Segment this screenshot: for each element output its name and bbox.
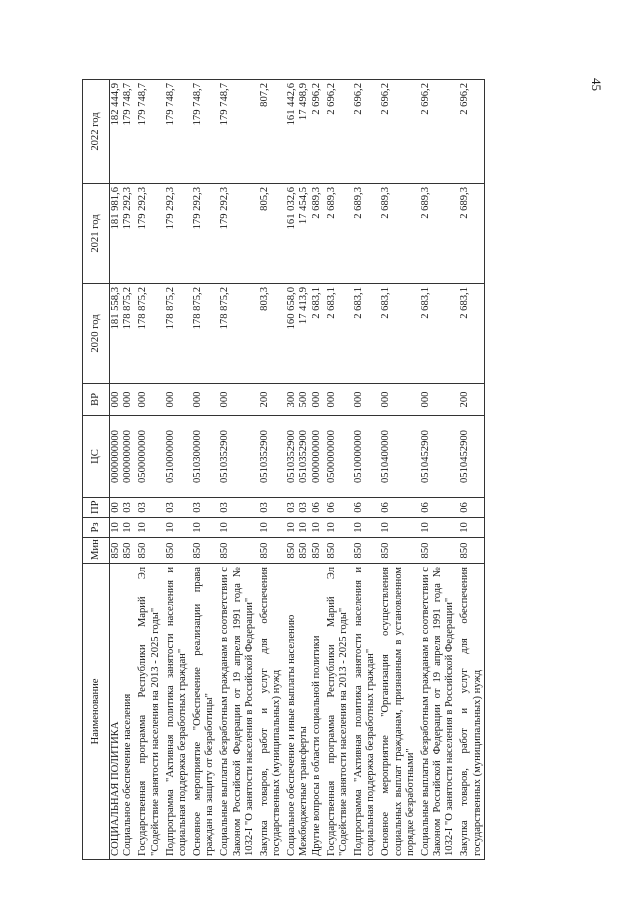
row-pr: 03: [189, 498, 216, 518]
row-name: Основное мероприятие "Организация осуществления социальных выплат гражданам, признанным в установленном порядке безработными": [377, 564, 417, 860]
row-value-2020: 2 683,1: [377, 284, 417, 384]
row-value-2020: 803,3: [256, 284, 283, 384]
row-value-2022: 2 696,2: [377, 80, 417, 184]
row-value-2020: 181 558,3: [110, 284, 123, 384]
row-value-2020: 2 683,1: [417, 284, 457, 384]
row-value-2020: 2 683,1: [323, 284, 350, 384]
row-vr: 000: [311, 384, 323, 416]
row-value-2020: 178 875,2: [189, 284, 216, 384]
table-header-row: [83, 80, 110, 860]
row-name: Межбюджетные трансферты: [298, 564, 310, 860]
row-cs: 0510000000: [162, 416, 189, 498]
row-min: 850: [162, 538, 189, 564]
row-value-2021: 2 689,3: [377, 184, 417, 284]
row-pr: 03: [256, 498, 283, 518]
row-name: Социальные выплаты безработным гражданам в соответствии с Законом Российской Федерации от 19 апреля 1991 года № 1032-I "О занятости населения в Российской Федерации": [216, 564, 256, 860]
row-value-2022: 179 748,7: [134, 80, 161, 184]
header-min: Мин: [83, 538, 110, 564]
row-value-2021: 805,2: [256, 184, 283, 284]
header-rz: Рз: [83, 518, 110, 538]
row-rz: 10: [189, 518, 216, 538]
table-row: [311, 80, 323, 860]
row-value-2021: 2 689,3: [456, 184, 484, 284]
row-rz: 10: [256, 518, 283, 538]
row-pr: 06: [323, 498, 350, 518]
row-vr: 200: [256, 384, 283, 416]
row-vr: 000: [134, 384, 161, 416]
row-pr: 06: [456, 498, 484, 518]
row-value-2022: 182 444,9: [110, 80, 123, 184]
row-value-2021: 17 454,5: [298, 184, 310, 284]
row-value-2020: 2 683,1: [311, 284, 323, 384]
row-name: Социальные выплаты безработным гражданам в соответствии с Законом Российской Федерации от 19 апреля 1991 года № 1032-I "О занятости населения в Российской Федерации": [417, 564, 457, 860]
row-name: Государственная программа Республики Марий Эл "Содействие занятости населения на 2013 - 2025 годы": [134, 564, 161, 860]
row-rz: 10: [122, 518, 134, 538]
row-pr: 03: [162, 498, 189, 518]
row-vr: 200: [456, 384, 484, 416]
header-pr: ПР: [83, 498, 110, 518]
row-rz: 10: [350, 518, 377, 538]
row-rz: 10: [216, 518, 256, 538]
table-row: [110, 80, 123, 860]
row-cs: 0510352900: [256, 416, 283, 498]
row-value-2021: 181 981,6: [110, 184, 123, 284]
row-value-2021: 161 032,6: [283, 184, 298, 284]
row-vr: 000: [377, 384, 417, 416]
table-row: [134, 80, 161, 860]
row-min: 850: [323, 538, 350, 564]
row-value-2021: 2 689,3: [311, 184, 323, 284]
row-min: 850: [350, 538, 377, 564]
row-min: 850: [311, 538, 323, 564]
budget-table: [82, 79, 485, 860]
row-value-2022: 2 696,2: [311, 80, 323, 184]
row-name: Основное мероприятие "Обеспечение реализации права граждан на защиту от безработицы": [189, 564, 216, 860]
row-min: 850: [377, 538, 417, 564]
row-vr: 000: [122, 384, 134, 416]
header-2022: 2022 год: [83, 80, 110, 184]
row-min: 850: [456, 538, 484, 564]
row-min: 850: [216, 538, 256, 564]
row-vr: 000: [323, 384, 350, 416]
row-value-2021: 179 292,3: [122, 184, 134, 284]
row-pr: 06: [311, 498, 323, 518]
row-rz: 10: [456, 518, 484, 538]
page-number: 45: [589, 78, 604, 91]
row-vr: 000: [110, 384, 123, 416]
row-pr: 06: [350, 498, 377, 518]
row-value-2022: 2 696,2: [456, 80, 484, 184]
row-rz: 10: [162, 518, 189, 538]
row-rz: 10: [311, 518, 323, 538]
row-vr: 500: [298, 384, 310, 416]
row-cs: 0510452900: [417, 416, 457, 498]
row-pr: 03: [216, 498, 256, 518]
row-pr: 03: [134, 498, 161, 518]
table-row: [298, 80, 310, 860]
row-value-2021: 179 292,3: [189, 184, 216, 284]
row-vr: 300: [283, 384, 298, 416]
row-min: 850: [122, 538, 134, 564]
row-cs: 0500000000: [134, 416, 161, 498]
row-min: 850: [256, 538, 283, 564]
row-cs: 0000000000: [110, 416, 123, 498]
row-value-2022: 807,2: [256, 80, 283, 184]
header-cs: ЦС: [83, 416, 110, 498]
row-name: Другие вопросы в области социальной политики: [311, 564, 323, 860]
table-row: [350, 80, 377, 860]
row-name: Закупка товаров, работ и услуг для обеспечения государственных (муниципальных) нужд: [456, 564, 484, 860]
row-value-2022: 2 696,2: [323, 80, 350, 184]
row-value-2021: 179 292,3: [134, 184, 161, 284]
row-rz: 10: [323, 518, 350, 538]
row-pr: 03: [283, 498, 298, 518]
row-name: СОЦИАЛЬНАЯ ПОЛИТИКА: [110, 564, 123, 860]
row-value-2020: 178 875,2: [162, 284, 189, 384]
row-cs: 0510452900: [456, 416, 484, 498]
row-name: Государственная программа Республики Марий Эл "Содействие занятости населения на 2013 - 2025 годы": [323, 564, 350, 860]
row-value-2020: 178 875,2: [122, 284, 134, 384]
row-value-2022: 161 442,6: [283, 80, 298, 184]
row-cs: 0510352900: [283, 416, 298, 498]
row-cs: 0510000000: [350, 416, 377, 498]
row-value-2022: 179 748,7: [122, 80, 134, 184]
header-name: Наименование: [83, 564, 110, 860]
row-value-2022: 2 696,2: [417, 80, 457, 184]
row-rz: 10: [417, 518, 457, 538]
table-row: [162, 80, 189, 860]
row-rz: 10: [134, 518, 161, 538]
row-min: 850: [298, 538, 310, 564]
row-vr: 000: [162, 384, 189, 416]
row-min: 850: [134, 538, 161, 564]
row-value-2021: 2 689,3: [323, 184, 350, 284]
row-rz: 10: [298, 518, 310, 538]
row-min: 850: [110, 538, 123, 564]
table-body: [110, 80, 485, 860]
header-vr: ВР: [83, 384, 110, 416]
row-value-2021: 179 292,3: [216, 184, 256, 284]
row-cs: 0000000000: [122, 416, 134, 498]
row-name: Закупка товаров, работ и услуг для обеспечения государственных (муниципальных) нужд: [256, 564, 283, 860]
row-vr: 000: [417, 384, 457, 416]
header-2020: 2020 год: [83, 284, 110, 384]
row-cs: 0510352900: [216, 416, 256, 498]
row-value-2020: 2 683,1: [350, 284, 377, 384]
table-row: [456, 80, 484, 860]
table-row: [283, 80, 298, 860]
row-value-2021: 179 292,3: [162, 184, 189, 284]
row-cs: 0500000000: [323, 416, 350, 498]
row-cs: 0510400000: [377, 416, 417, 498]
row-value-2022: 2 696,2: [350, 80, 377, 184]
row-value-2022: 17 498,9: [298, 80, 310, 184]
row-value-2022: 179 748,7: [189, 80, 216, 184]
row-rz: 10: [110, 518, 123, 538]
row-cs: 0510300000: [189, 416, 216, 498]
row-pr: 00: [110, 498, 123, 518]
row-pr: 06: [417, 498, 457, 518]
row-vr: 000: [216, 384, 256, 416]
table-row: [216, 80, 256, 860]
row-name: Социальное обеспечение и иные выплаты населению: [283, 564, 298, 860]
row-value-2021: 2 689,3: [350, 184, 377, 284]
table-row: [417, 80, 457, 860]
row-rz: 10: [283, 518, 298, 538]
row-name: Подпрограмма "Активная политика занятости населения и социальная поддержка безработных граждан": [162, 564, 189, 860]
rotated-page-content: [82, 80, 552, 860]
row-rz: 10: [377, 518, 417, 538]
row-value-2020: 160 658,0: [283, 284, 298, 384]
row-value-2022: 179 748,7: [216, 80, 256, 184]
table-row: [256, 80, 283, 860]
row-value-2022: 179 748,7: [162, 80, 189, 184]
row-value-2020: 17 413,9: [298, 284, 310, 384]
table-row: [122, 80, 134, 860]
row-cs: 0000000000: [311, 416, 323, 498]
header-2021: 2021 год: [83, 184, 110, 284]
row-pr: 03: [122, 498, 134, 518]
row-min: 850: [189, 538, 216, 564]
row-value-2020: 178 875,2: [134, 284, 161, 384]
table-row: [377, 80, 417, 860]
row-pr: 03: [298, 498, 310, 518]
row-vr: 000: [189, 384, 216, 416]
row-vr: 000: [350, 384, 377, 416]
row-name: Социальное обеспечение населения: [122, 564, 134, 860]
row-min: 850: [283, 538, 298, 564]
table-row: [323, 80, 350, 860]
row-value-2020: 2 683,1: [456, 284, 484, 384]
row-value-2020: 178 875,2: [216, 284, 256, 384]
table-row: [189, 80, 216, 860]
row-min: 850: [417, 538, 457, 564]
row-name: Подпрограмма "Активная политика занятости населения и социальная поддержка безработных граждан": [350, 564, 377, 860]
row-cs: 0510352900: [298, 416, 310, 498]
row-pr: 06: [377, 498, 417, 518]
row-value-2021: 2 689,3: [417, 184, 457, 284]
